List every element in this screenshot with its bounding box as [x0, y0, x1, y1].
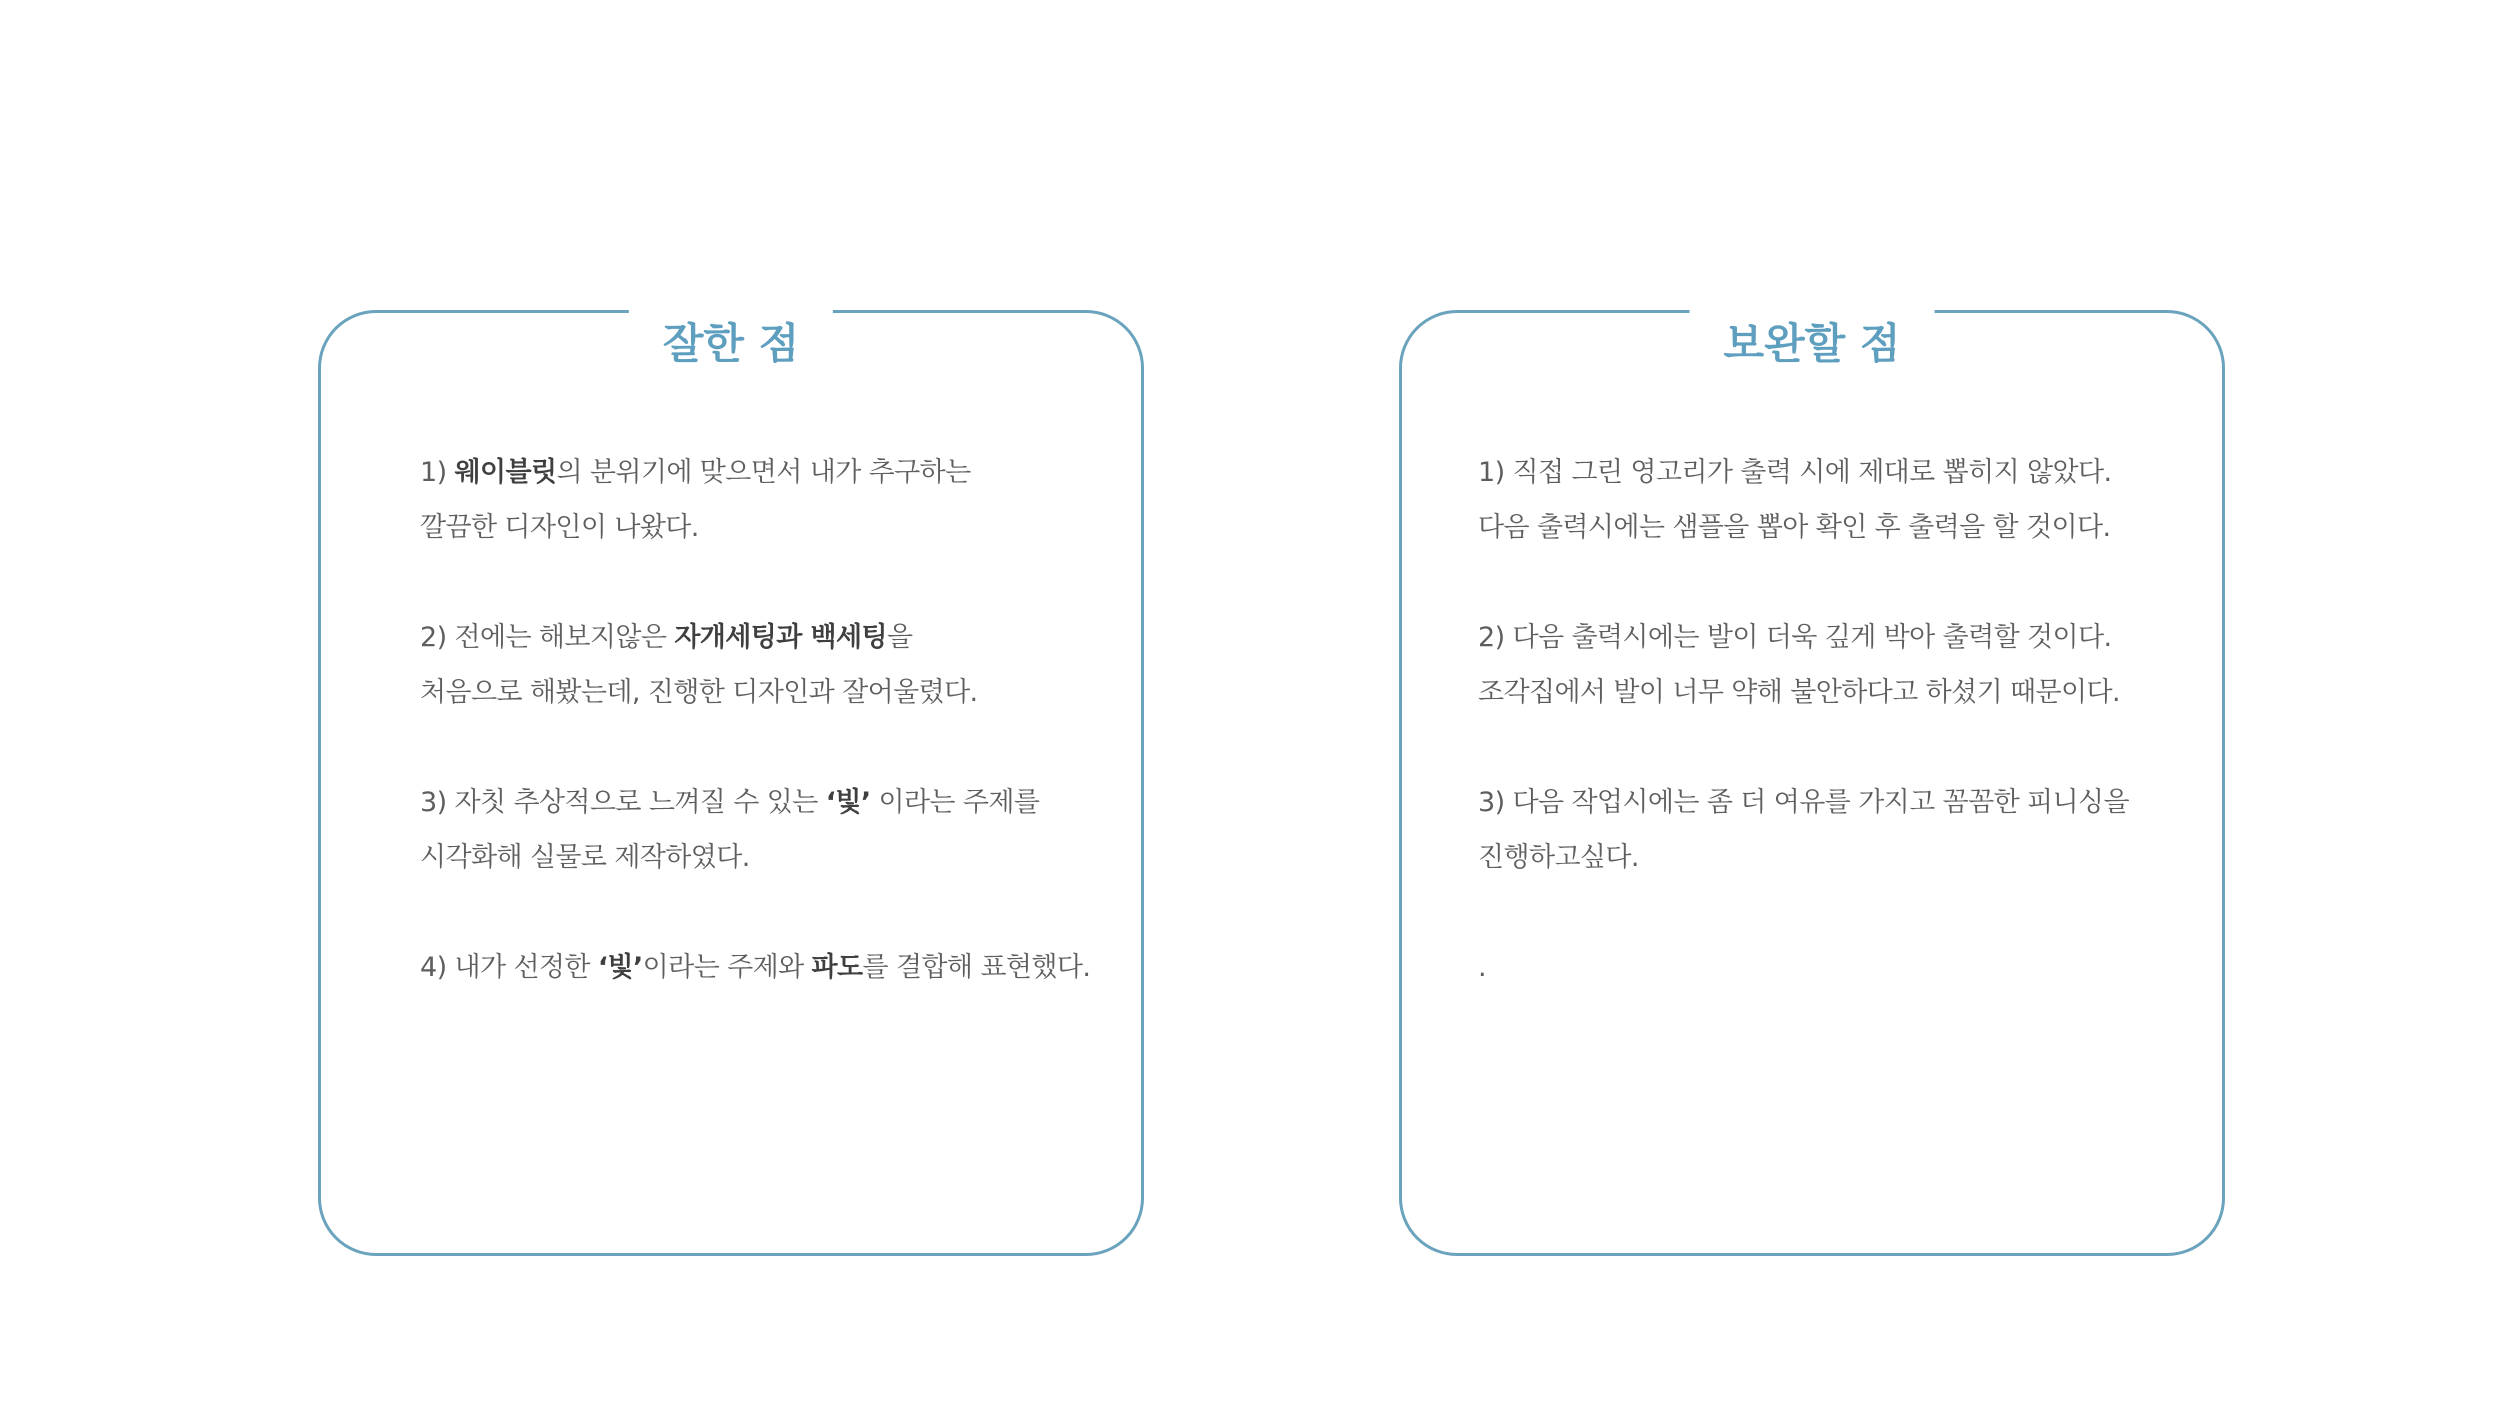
item-line: 2) 다음 출력시에는 발이 더욱 깊게 박아 출력할 것이다.: [1478, 622, 2112, 653]
improvement-point-item: [1478, 775, 2192, 885]
good-point-item: [420, 610, 1111, 720]
improvement-points-title: 보완할 점: [1690, 304, 1935, 384]
item-line: [420, 940, 1111, 995]
item-line: 진행하고싶다.: [1478, 842, 1639, 873]
good-point-item: [420, 445, 1111, 555]
improvement-point-item: [1478, 610, 2192, 720]
item-text: 을: [886, 622, 913, 653]
item-text: 이라는 주제와: [642, 952, 812, 983]
improvement-point-item: [1478, 940, 2192, 995]
item-line: 조각집에서 발이 너무 약해 불안하다고 하셨기 때문이다.: [1478, 677, 2120, 708]
good-point-item: [420, 775, 1111, 885]
item-line: 깔끔한 디자인이 나왔다.: [420, 512, 699, 543]
item-bold-text: ‘빛’: [825, 787, 871, 818]
item-line: 1) 직접 그린 영고리가 출력 시에 제대로 뽑히지 않았다.: [1478, 457, 2112, 488]
item-text: 를 결합해 표현했다.: [862, 952, 1091, 983]
improvement-points-card: [1399, 310, 2225, 1256]
item-line: [420, 445, 1111, 500]
improvement-points-list: [1478, 445, 2192, 995]
good-points-title: 잘한 점: [629, 304, 833, 384]
item-line: 다음 출력시에는 샘플을 뽑아 확인 후 출력을 할 것이다.: [1478, 512, 2111, 543]
item-bold-text: 웨이블릿: [454, 457, 557, 488]
improvement-point-item: [1478, 445, 2192, 555]
item-line: .: [1478, 952, 1486, 983]
good-point-item: [420, 940, 1111, 995]
item-line: 처음으로 해봤는데, 진행한 디자인과 잘어울렸다.: [420, 677, 978, 708]
item-text: 이라는 주제를: [870, 787, 1040, 818]
item-line: [420, 610, 1111, 665]
good-points-list: [420, 445, 1111, 995]
item-bold-text: 파도: [811, 952, 863, 983]
item-line: 시각화해 실물로 제작하였다.: [420, 842, 750, 873]
item-line: 3) 다음 작업시에는 좀 더 여유를 가지고 꼼꼼한 피니싱을: [1478, 787, 2129, 818]
item-bold-text: ‘빛’: [597, 952, 643, 983]
item-text: 1): [420, 457, 455, 488]
item-text: 2) 전에는 해보지않은: [420, 622, 675, 653]
item-text: 의 분위기에 맞으면서 내가 추구하는: [556, 457, 971, 488]
item-text: 3) 자칫 추상적으로 느껴질 수 있는: [420, 787, 826, 818]
item-line: [420, 775, 1111, 830]
item-text: 4) 내가 선정한: [420, 952, 598, 983]
item-bold-text: 자개세팅과 백세팅: [674, 622, 887, 653]
good-points-card: [318, 310, 1144, 1256]
